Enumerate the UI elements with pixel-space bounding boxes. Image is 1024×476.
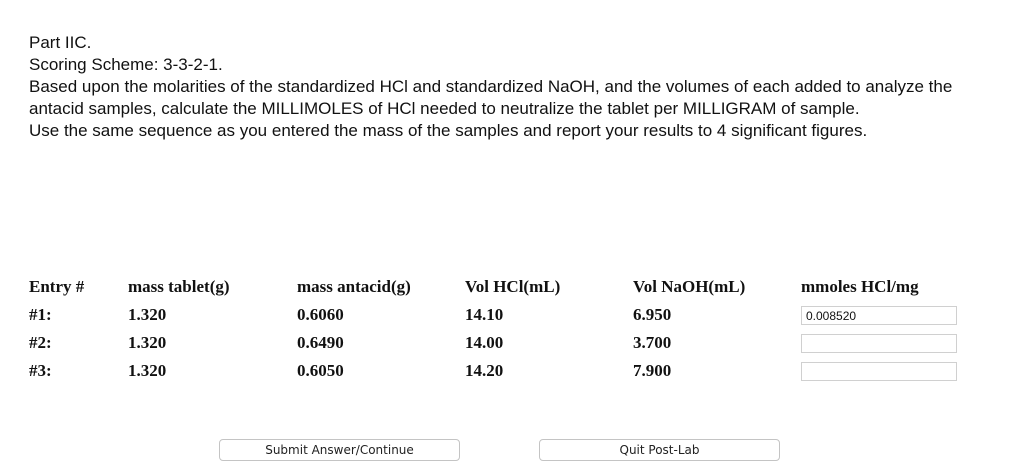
results-table	[29, 273, 971, 385]
vol-naoh-value: 6.950	[633, 305, 672, 324]
vol-naoh-value: 7.900	[633, 361, 672, 380]
answer-cell	[801, 357, 971, 385]
mass-tablet-value: 1.320	[128, 361, 167, 380]
quit-post-lab-button[interactable]: Quit Post-Lab	[539, 439, 780, 461]
part-heading: Part IIC.	[29, 33, 92, 52]
table-row	[29, 329, 971, 357]
header-mass-tablet: mass tablet(g)	[128, 277, 230, 296]
vol-naoh-value: 3.700	[633, 333, 672, 352]
vol-hcl-value: 14.00	[465, 333, 504, 352]
mass-antacid-value: 0.6050	[297, 361, 344, 380]
answer-input-2[interactable]	[801, 334, 957, 353]
header-vol-naoh: Vol NaOH(mL)	[633, 277, 746, 296]
submit-answer-button[interactable]: Submit Answer/Continue	[219, 439, 460, 461]
instructions-block	[29, 32, 989, 142]
header-mass-antacid: mass antacid(g)	[297, 277, 411, 296]
table-row	[29, 357, 971, 385]
vol-hcl-value: 14.20	[465, 361, 504, 380]
scoring-scheme: Scoring Scheme: 3-3-2-1.	[29, 55, 223, 74]
answer-input-1[interactable]	[801, 306, 957, 325]
answer-input-3[interactable]	[801, 362, 957, 381]
answer-cell	[801, 301, 971, 329]
header-vol-hcl: Vol HCl(mL)	[465, 277, 561, 296]
header-row	[29, 273, 971, 301]
header-mmoles: mmoles HCl/mg	[801, 277, 919, 296]
entry-label: #2:	[29, 333, 52, 352]
mass-antacid-value: 0.6060	[297, 305, 344, 324]
entry-label: #3:	[29, 361, 52, 380]
sequence-note: Use the same sequence as you entered the mass of the samples and report your results to 4 significant figures.	[29, 121, 868, 140]
instructions-text: Based upon the molarities of the standardized HCl and standardized NaOH, and the volumes of each added to analyze the antacid samples, calculate the MILLIMOLES of HCl needed to neutralize the tablet per MILLIGRAM of sample.	[29, 77, 953, 118]
entry-label: #1:	[29, 305, 52, 324]
header-entry: Entry #	[29, 277, 85, 296]
table-row	[29, 301, 971, 329]
mass-antacid-value: 0.6490	[297, 333, 344, 352]
mass-tablet-value: 1.320	[128, 305, 167, 324]
answer-cell	[801, 329, 971, 357]
vol-hcl-value: 14.10	[465, 305, 504, 324]
mass-tablet-value: 1.320	[128, 333, 167, 352]
